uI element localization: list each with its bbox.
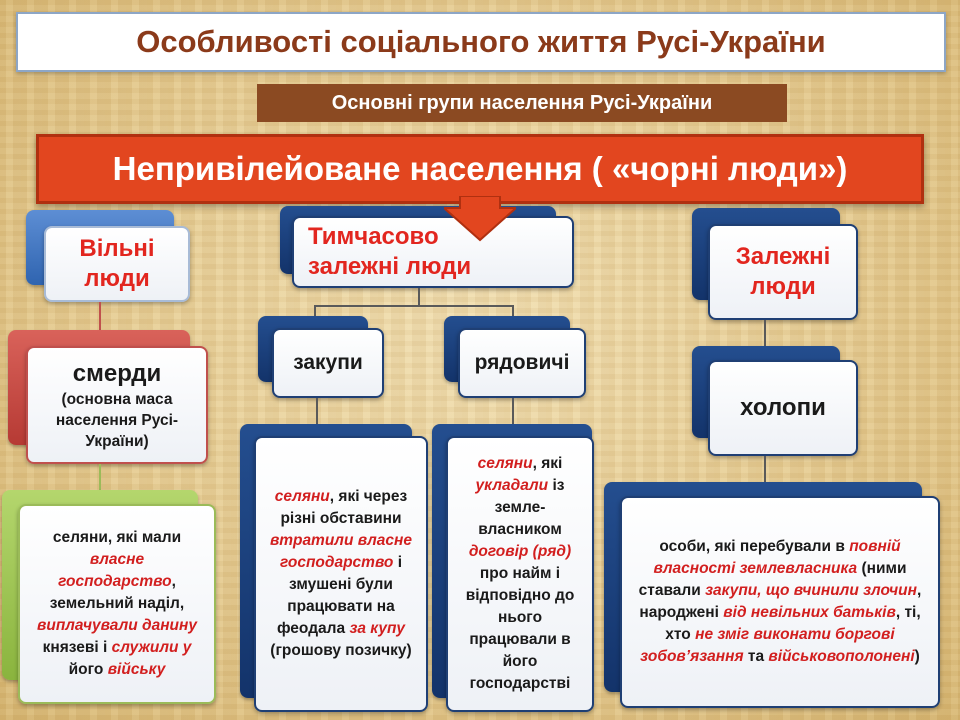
free-people-label: Вільні люди xyxy=(79,235,155,292)
zakupy-description-box xyxy=(254,436,428,712)
plain-text: селяни, які мали xyxy=(52,529,182,546)
emphasis-text: війську xyxy=(107,661,166,678)
emphasis-text: власне господарство xyxy=(58,551,172,590)
smerdy-label: смерди xyxy=(72,359,162,387)
connector-line xyxy=(314,305,514,307)
free-people-box xyxy=(44,226,190,302)
banner-unprivileged xyxy=(36,134,924,204)
kholopy-box xyxy=(708,360,858,456)
kholopy-label: холопи xyxy=(740,394,826,421)
plain-text: і змушені були працювати на феодала xyxy=(276,554,403,637)
plain-text: , ті, хто xyxy=(665,604,921,643)
emphasis-text: не зміг виконати боргові зобов’язання xyxy=(640,626,895,665)
zakupy-description xyxy=(256,482,426,666)
plain-text: , які xyxy=(532,455,563,472)
emphasis-text: закупи, що вчинили злочин xyxy=(705,582,918,599)
riadovychi-label: рядовичі xyxy=(474,351,570,374)
plain-text: , земельний наділ, xyxy=(49,573,185,612)
connector-line xyxy=(418,288,420,306)
plain-text: , які через різні обставини xyxy=(280,488,408,527)
emphasis-text: договір (ряд) xyxy=(468,543,572,560)
free-people-description xyxy=(20,521,214,687)
riadovychi-box xyxy=(458,328,586,398)
kholopy-description-box xyxy=(620,496,940,708)
smerdy-box xyxy=(26,346,208,464)
plain-text: та xyxy=(743,648,769,665)
emphasis-text: повній власності землевласника xyxy=(653,538,901,577)
page-title xyxy=(16,12,946,72)
plain-text: (грошову позичку) xyxy=(270,642,412,659)
down-arrow-icon xyxy=(444,196,516,242)
subtitle xyxy=(257,84,787,122)
connector-line xyxy=(99,302,101,332)
emphasis-text: служили у xyxy=(111,639,192,656)
plain-text: про найм і відповідно до нього працювали в його господарстві xyxy=(465,565,575,692)
riadovychi-description xyxy=(448,449,592,699)
page-title-text: Особливості соціального життя Русі-України xyxy=(136,24,826,59)
free-people-description-box xyxy=(18,504,216,704)
dependent-people-label: Залежні люди xyxy=(735,243,831,300)
banner-text: Непривілейоване населення ( «чорні люди») xyxy=(112,150,848,187)
emphasis-text: селяни xyxy=(274,488,330,505)
temporarily-dependent-box xyxy=(292,216,574,288)
emphasis-text: військовополонені xyxy=(768,648,915,665)
plain-text: (ними ставали xyxy=(638,560,907,599)
zakupy-label: закупи xyxy=(293,351,363,374)
plain-text: його xyxy=(68,661,108,678)
subtitle-text: Основні групи населення Русі-України xyxy=(331,91,713,114)
emphasis-text: укладали xyxy=(475,477,549,494)
plain-text: , народжені xyxy=(639,582,922,621)
plain-text: із земле-власником xyxy=(478,477,565,538)
temporarily-dependent-label: Тимчасово залежні люди xyxy=(308,223,472,280)
riadovychi-description-box xyxy=(446,436,594,712)
emphasis-text: від невільних батьків xyxy=(723,604,896,621)
dependent-people-box xyxy=(708,224,858,320)
plain-text: особи, які перебували в xyxy=(659,538,850,555)
smerdy-description: (основна маса населення Русі-України) xyxy=(55,390,179,450)
emphasis-text: виплачували данину xyxy=(36,617,198,634)
emphasis-text: за купу xyxy=(349,620,406,637)
plain-text: князеві і xyxy=(42,639,112,656)
plain-text: ) xyxy=(914,648,920,665)
emphasis-text: втратили власне господарство xyxy=(270,532,412,571)
zakupy-box xyxy=(272,328,384,398)
kholopy-description xyxy=(622,530,938,674)
emphasis-text: селяни xyxy=(477,455,533,472)
